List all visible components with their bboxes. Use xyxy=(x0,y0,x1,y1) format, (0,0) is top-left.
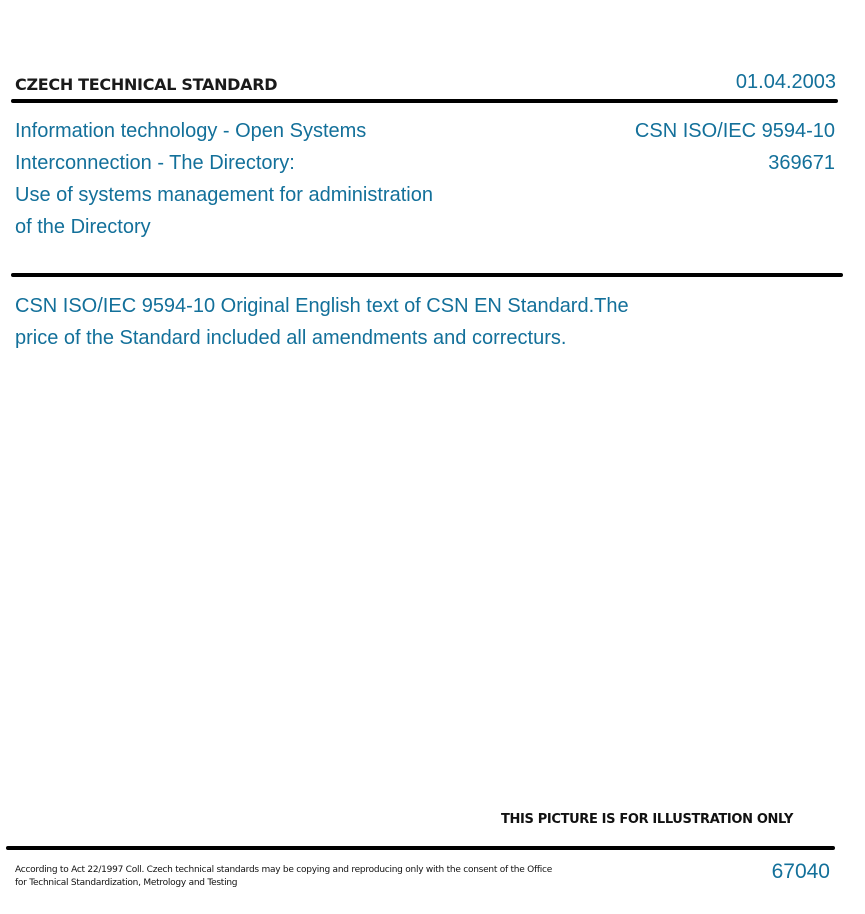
header-divider xyxy=(11,99,838,103)
title-line: Information technology - Open Systems xyxy=(15,120,367,142)
standard-title xyxy=(15,115,433,243)
footer-divider xyxy=(6,846,835,850)
publication-date: 01.04.2003 xyxy=(735,71,836,93)
title-line: of the Directory xyxy=(15,216,151,238)
standard-identifiers xyxy=(635,115,835,179)
illustration-notice: THIS PICTURE IS FOR ILLUSTRATION ONLY xyxy=(501,812,794,827)
catalog-number: 67040 xyxy=(771,860,830,883)
standard-number: 369671 xyxy=(768,152,835,174)
standard-code: CSN ISO/IEC 9594-10 xyxy=(634,120,835,142)
title-divider xyxy=(11,273,843,277)
title-line: Use of systems management for administration xyxy=(15,184,433,206)
legal-line: According to Act 22/1997 Coll. Czech technical standards may be copying and reproducing only with the consent of the Office xyxy=(15,865,553,875)
legal-notice xyxy=(15,864,552,890)
title-line: Interconnection - The Directory: xyxy=(15,152,295,174)
legal-line: for Technical Standardization, Metrology and Testing xyxy=(15,878,238,888)
description-line: price of the Standard included all amendments and correcturs. xyxy=(15,327,567,349)
standard-description xyxy=(15,290,629,354)
description-line: CSN ISO/IEC 9594-10 Original English text of CSN EN Standard.The xyxy=(15,295,629,317)
document-type-label: CZECH TECHNICAL STANDARD xyxy=(15,75,278,94)
